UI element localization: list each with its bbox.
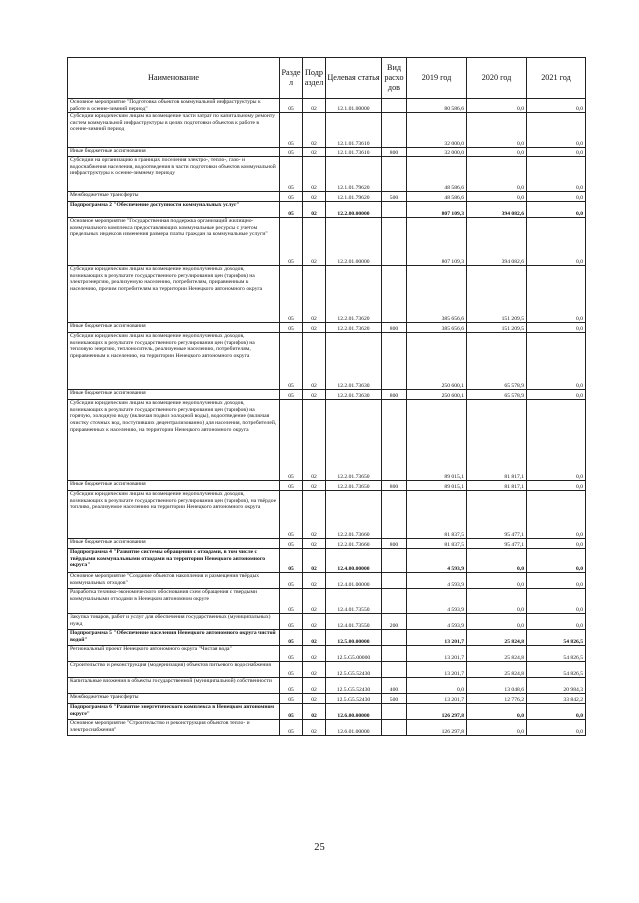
row-podrazdel: 02 bbox=[303, 491, 326, 539]
table-body bbox=[68, 99, 586, 736]
row-value-2020: 394 082,6 bbox=[467, 202, 527, 218]
row-target-article: 12.2.01.00000 bbox=[326, 218, 382, 266]
table-row bbox=[68, 704, 586, 720]
table-row bbox=[68, 630, 586, 646]
row-value-2021: 0,0 bbox=[527, 192, 586, 202]
row-value-2019: 32 000,0 bbox=[407, 148, 467, 157]
row-expense-type bbox=[382, 202, 407, 218]
table-row bbox=[68, 589, 586, 614]
row-value-2020: 81 817,1 bbox=[467, 400, 527, 481]
row-podrazdel: 02 bbox=[303, 390, 326, 400]
row-expense-type bbox=[382, 218, 407, 266]
row-razdel: 05 bbox=[280, 704, 303, 720]
row-target-article: 12.6.00.00000 bbox=[326, 704, 382, 720]
row-value-2020: 151 209,5 bbox=[467, 266, 527, 323]
row-target-article: 12.4.01.00000 bbox=[326, 573, 382, 589]
header-name: Наименование bbox=[68, 58, 280, 99]
row-expense-type bbox=[382, 646, 407, 662]
row-name: Разработка технико-экономического обоснования схем обращения с твердыми коммунальными отходами в Ненецком автономном округе bbox=[68, 589, 280, 614]
row-podrazdel: 02 bbox=[303, 218, 326, 266]
row-name: Подпрограмма 2 "Обеспечение доступности коммунальных услуг" bbox=[68, 202, 280, 218]
row-value-2019: 126 297,8 bbox=[407, 704, 467, 720]
row-podrazdel: 02 bbox=[303, 704, 326, 720]
row-razdel: 05 bbox=[280, 678, 303, 694]
row-name: Подпрограмма 5 "Обеспечение населения Ненецкого автономного округа чистой водой" bbox=[68, 630, 280, 646]
row-razdel: 05 bbox=[280, 99, 303, 113]
row-podrazdel: 02 bbox=[303, 323, 326, 333]
row-value-2020: 81 817,1 bbox=[467, 481, 527, 491]
row-value-2021: 0,0 bbox=[527, 573, 586, 589]
row-value-2020: 394 082,6 bbox=[467, 218, 527, 266]
row-target-article: 12.4.00.00000 bbox=[326, 549, 382, 573]
row-razdel: 05 bbox=[280, 218, 303, 266]
row-value-2020: 95 477,1 bbox=[467, 491, 527, 539]
table-row bbox=[68, 218, 586, 266]
row-podrazdel: 02 bbox=[303, 630, 326, 646]
row-razdel: 05 bbox=[280, 202, 303, 218]
row-value-2019: 32 000,0 bbox=[407, 113, 467, 148]
row-target-article: 12.2.01.73620 bbox=[326, 266, 382, 323]
row-value-2019: 48 586,6 bbox=[407, 157, 467, 192]
row-value-2020: 0,0 bbox=[467, 192, 527, 202]
row-target-article: 12.2.01.73660 bbox=[326, 539, 382, 549]
row-value-2019: 126 297,8 bbox=[407, 720, 467, 736]
row-expense-type bbox=[382, 549, 407, 573]
row-razdel: 05 bbox=[280, 148, 303, 157]
row-value-2021: 0,0 bbox=[527, 148, 586, 157]
row-value-2021: 0,0 bbox=[527, 539, 586, 549]
row-name: Иные бюджетные ассигнования bbox=[68, 148, 280, 157]
row-podrazdel: 02 bbox=[303, 400, 326, 481]
row-value-2021: 0,0 bbox=[527, 491, 586, 539]
row-value-2021: 0,0 bbox=[527, 157, 586, 192]
row-razdel: 05 bbox=[280, 694, 303, 704]
row-expense-type: 200 bbox=[382, 614, 407, 630]
row-value-2019: 13 201,7 bbox=[407, 662, 467, 678]
header-2020: 2020 год bbox=[467, 58, 527, 99]
row-target-article: 12.1.01.79620 bbox=[326, 157, 382, 192]
row-target-article: 12.4.01.73550 bbox=[326, 589, 382, 614]
row-value-2020: 25 824,8 bbox=[467, 662, 527, 678]
row-podrazdel: 02 bbox=[303, 266, 326, 323]
row-value-2021: 0,0 bbox=[527, 113, 586, 148]
row-name: Подпрограмма 4 "Развитие системы обращения с отходами, в том числе с твёрдыми коммунальными отходами на территории Ненецкого автономного округа" bbox=[68, 549, 280, 573]
row-expense-type bbox=[382, 113, 407, 148]
table-row bbox=[68, 481, 586, 491]
row-name: Иные бюджетные ассигнования bbox=[68, 481, 280, 491]
row-value-2020: 151 209,5 bbox=[467, 323, 527, 333]
row-value-2019: 250 600,1 bbox=[407, 333, 467, 390]
row-value-2020: 0,0 bbox=[467, 720, 527, 736]
row-razdel: 05 bbox=[280, 614, 303, 630]
table-row bbox=[68, 192, 586, 202]
row-razdel: 05 bbox=[280, 539, 303, 549]
table-header-row bbox=[68, 58, 586, 99]
row-name: Субсидии юридическим лицам на возмещение недополученных доходов, возникающих в результате государственного регулирования цен (тарифов) на электроэнергию, реализуемую населению, потребителям, приравненным к населению, прочим потребителям на территории Ненецкого автономного округа bbox=[68, 266, 280, 323]
row-value-2020: 0,0 bbox=[467, 614, 527, 630]
row-name: Капитальные вложения в объекты государственной (муниципальной) собственности bbox=[68, 678, 280, 694]
row-target-article: 12.1.01.00000 bbox=[326, 99, 382, 113]
row-razdel: 05 bbox=[280, 491, 303, 539]
row-expense-type bbox=[382, 573, 407, 589]
row-expense-type: 800 bbox=[382, 539, 407, 549]
row-razdel: 05 bbox=[280, 157, 303, 192]
row-target-article: 12.2.00.00000 bbox=[326, 202, 382, 218]
row-value-2021: 33 842,2 bbox=[527, 694, 586, 704]
row-expense-type: 800 bbox=[382, 481, 407, 491]
row-name: Иные бюджетные ассигнования bbox=[68, 390, 280, 400]
row-expense-type bbox=[382, 99, 407, 113]
row-value-2019: 13 201,7 bbox=[407, 630, 467, 646]
row-target-article: 12.2.01.73630 bbox=[326, 333, 382, 390]
row-value-2021: 0,0 bbox=[527, 99, 586, 113]
row-razdel: 05 bbox=[280, 573, 303, 589]
row-expense-type bbox=[382, 333, 407, 390]
row-target-article: 12.2.01.73650 bbox=[326, 400, 382, 481]
row-razdel: 05 bbox=[280, 549, 303, 573]
row-podrazdel: 02 bbox=[303, 694, 326, 704]
row-razdel: 05 bbox=[280, 400, 303, 481]
table-row bbox=[68, 148, 586, 157]
row-value-2020: 0,0 bbox=[467, 589, 527, 614]
row-target-article: 12.5.00.00000 bbox=[326, 630, 382, 646]
table-row bbox=[68, 539, 586, 549]
row-value-2019: 81 837,5 bbox=[407, 491, 467, 539]
row-value-2019: 4 593,9 bbox=[407, 614, 467, 630]
row-podrazdel: 02 bbox=[303, 678, 326, 694]
row-value-2021: 54 826,5 bbox=[527, 646, 586, 662]
table-row bbox=[68, 157, 586, 192]
row-podrazdel: 02 bbox=[303, 614, 326, 630]
row-expense-type bbox=[382, 491, 407, 539]
table-row bbox=[68, 113, 586, 148]
row-expense-type: 500 bbox=[382, 694, 407, 704]
table-row bbox=[68, 678, 586, 694]
table-row bbox=[68, 266, 586, 323]
row-razdel: 05 bbox=[280, 192, 303, 202]
row-razdel: 05 bbox=[280, 113, 303, 148]
row-name: Основное мероприятие "Государственная поддержка организаций жилищно-коммунального комплекса предоставляющих коммунальные ресурсы с учетом предельных индексов изменения размера платы граждан за коммунальные услуги" bbox=[68, 218, 280, 266]
row-target-article: 12.1.01.79620 bbox=[326, 192, 382, 202]
table-row bbox=[68, 323, 586, 333]
row-razdel: 05 bbox=[280, 646, 303, 662]
row-name: Субсидии юридическим лицам на возмещение части затрат по капитальному ремонту систем коммунальной инфраструктуры в целях подготовки объектов к работе в осенне-зимний период bbox=[68, 113, 280, 148]
table-row bbox=[68, 614, 586, 630]
row-name: Субсидии юридическим лицам на возмещение недополученных доходов, возникающих в результате государственного регулирования цен (тарифов) на тепловую энергию, теплоноситель, реализуемые населению, потребителям, приравненным к населению, на территории Ненецкого автономного округа bbox=[68, 333, 280, 390]
row-target-article: 12.2.01.73660 bbox=[326, 491, 382, 539]
table-row bbox=[68, 549, 586, 573]
row-podrazdel: 02 bbox=[303, 481, 326, 491]
row-value-2020: 65 578,9 bbox=[467, 390, 527, 400]
table-row bbox=[68, 573, 586, 589]
row-value-2020: 65 578,9 bbox=[467, 333, 527, 390]
row-name: Субсидии юридическим лицам на возмещение недополученных доходов, возникающих в результате государственного регулирования цен (тарифов), на твёрдое топливо, реализуемое населению на территории Ненецкого автономного округа bbox=[68, 491, 280, 539]
row-razdel: 05 bbox=[280, 333, 303, 390]
table-row bbox=[68, 99, 586, 113]
row-name: Основное мероприятие "Подготовка объектов коммунальной инфраструктуры к работе в осенне-зимний период" bbox=[68, 99, 280, 113]
row-expense-type bbox=[382, 630, 407, 646]
row-name: Основное мероприятие "Создание объектов накопления и размещения твёрдых коммунальных отходов" bbox=[68, 573, 280, 589]
row-podrazdel: 02 bbox=[303, 202, 326, 218]
budget-table bbox=[67, 57, 586, 736]
row-target-article: 12.5.G5.52430 bbox=[326, 694, 382, 704]
row-value-2019: 81 837,5 bbox=[407, 539, 467, 549]
row-podrazdel: 02 bbox=[303, 113, 326, 148]
row-name: Субсидии юридическим лицам на возмещение недополученных доходов, возникающих в результате государственного регулирования цен (тарифов) на горячую, холодную воду (включая подвоз холодной воды), водоотведение (включая очистку сточных вод, поступивших децентрализованно) для населения, потребителей, приравненных к населению, на территории Ненецкого автономного округа bbox=[68, 400, 280, 481]
row-target-article: 12.1.01.73610 bbox=[326, 148, 382, 157]
row-value-2021: 0,0 bbox=[527, 400, 586, 481]
header-2019: 2019 год bbox=[407, 58, 467, 99]
row-target-article: 12.5.G5.52430 bbox=[326, 678, 382, 694]
table-row bbox=[68, 646, 586, 662]
row-value-2020: 25 824,8 bbox=[467, 646, 527, 662]
header-razdel: Разде л bbox=[280, 58, 303, 99]
header-expense-type: Вид расхо дов bbox=[382, 58, 407, 99]
row-value-2021: 0,0 bbox=[527, 704, 586, 720]
row-value-2019: 89 015,1 bbox=[407, 400, 467, 481]
row-target-article: 12.2.01.73650 bbox=[326, 481, 382, 491]
row-value-2021: 0,0 bbox=[527, 589, 586, 614]
row-podrazdel: 02 bbox=[303, 720, 326, 736]
row-podrazdel: 02 bbox=[303, 333, 326, 390]
row-value-2021: 20 984,3 bbox=[527, 678, 586, 694]
row-value-2020: 13 048,6 bbox=[467, 678, 527, 694]
row-value-2019: 4 593,9 bbox=[407, 549, 467, 573]
row-value-2021: 0,0 bbox=[527, 323, 586, 333]
row-value-2021: 0,0 bbox=[527, 720, 586, 736]
row-target-article: 12.2.01.73630 bbox=[326, 390, 382, 400]
row-podrazdel: 02 bbox=[303, 99, 326, 113]
row-value-2020: 0,0 bbox=[467, 704, 527, 720]
row-razdel: 05 bbox=[280, 720, 303, 736]
row-name: Региональный проект Ненецкого автономного округа "Чистая вода" bbox=[68, 646, 280, 662]
row-value-2019: 89 015,1 bbox=[407, 481, 467, 491]
row-name: Строительство и реконструкция (модернизация) объектов питьевого водоснабжения bbox=[68, 662, 280, 678]
row-value-2019: 0,0 bbox=[407, 678, 467, 694]
row-razdel: 05 bbox=[280, 589, 303, 614]
row-razdel: 05 bbox=[280, 266, 303, 323]
row-expense-type bbox=[382, 704, 407, 720]
row-podrazdel: 02 bbox=[303, 539, 326, 549]
row-podrazdel: 02 bbox=[303, 589, 326, 614]
row-value-2020: 0,0 bbox=[467, 113, 527, 148]
row-value-2021: 0,0 bbox=[527, 390, 586, 400]
row-expense-type: 500 bbox=[382, 192, 407, 202]
row-target-article: 12.1.01.73610 bbox=[326, 113, 382, 148]
table-row bbox=[68, 333, 586, 390]
table-row bbox=[68, 662, 586, 678]
row-value-2019: 4 593,9 bbox=[407, 573, 467, 589]
row-razdel: 05 bbox=[280, 323, 303, 333]
table-row bbox=[68, 390, 586, 400]
row-name: Иные бюджетные ассигнования bbox=[68, 323, 280, 333]
row-value-2019: 80 586,6 bbox=[407, 99, 467, 113]
row-value-2019: 807 109,3 bbox=[407, 218, 467, 266]
header-podrazdel: Подр аздел bbox=[303, 58, 326, 99]
row-razdel: 05 bbox=[280, 630, 303, 646]
row-value-2019: 4 593,9 bbox=[407, 589, 467, 614]
row-target-article: 12.5.G5.52430 bbox=[326, 662, 382, 678]
row-value-2019: 385 656,6 bbox=[407, 323, 467, 333]
row-razdel: 05 bbox=[280, 481, 303, 491]
row-expense-type bbox=[382, 266, 407, 323]
row-razdel: 05 bbox=[280, 390, 303, 400]
row-value-2021: 0,0 bbox=[527, 202, 586, 218]
budget-table-sheet bbox=[67, 57, 585, 736]
row-podrazdel: 02 bbox=[303, 573, 326, 589]
row-value-2020: 0,0 bbox=[467, 99, 527, 113]
row-value-2021: 0,0 bbox=[527, 549, 586, 573]
row-expense-type bbox=[382, 720, 407, 736]
row-name: Иные бюджетные ассигнования bbox=[68, 539, 280, 549]
row-value-2020: 95 477,1 bbox=[467, 539, 527, 549]
row-expense-type bbox=[382, 589, 407, 614]
row-value-2019: 48 586,6 bbox=[407, 192, 467, 202]
row-value-2021: 54 826,5 bbox=[527, 662, 586, 678]
header-target-article: Целевая статья bbox=[326, 58, 382, 99]
row-name: Основное мероприятие "Строительство и реконструкция объектов тепло- и электроснабжения" bbox=[68, 720, 280, 736]
row-expense-type bbox=[382, 662, 407, 678]
row-podrazdel: 02 bbox=[303, 646, 326, 662]
row-name: Субсидии на организацию в границах поселения электро-, тепло-, газо- и водоснабжения населения, водоотведения в части подготовки объектов коммунальной инфраструктуры к осенне-зимнему периоду bbox=[68, 157, 280, 192]
row-name: Закупка товаров, работ и услуг для обеспечения государственных (муниципальных) нужд bbox=[68, 614, 280, 630]
row-podrazdel: 02 bbox=[303, 549, 326, 573]
row-value-2020: 0,0 bbox=[467, 157, 527, 192]
row-expense-type: 800 bbox=[382, 323, 407, 333]
row-value-2020: 0,0 bbox=[467, 549, 527, 573]
row-podrazdel: 02 bbox=[303, 192, 326, 202]
table-row bbox=[68, 720, 586, 736]
row-expense-type bbox=[382, 157, 407, 192]
row-expense-type: 800 bbox=[382, 390, 407, 400]
row-podrazdel: 02 bbox=[303, 148, 326, 157]
table-row bbox=[68, 202, 586, 218]
row-value-2021: 0,0 bbox=[527, 218, 586, 266]
row-name: Подпрограмма 6 "Развитие энергетического комплекса в Ненецком автономном округе" bbox=[68, 704, 280, 720]
row-name: Межбюджетные трансферты bbox=[68, 694, 280, 704]
row-target-article: 12.5.G5.00000 bbox=[326, 646, 382, 662]
row-target-article: 12.4.01.73550 bbox=[326, 614, 382, 630]
row-value-2021: 0,0 bbox=[527, 614, 586, 630]
table-row bbox=[68, 694, 586, 704]
table-row bbox=[68, 491, 586, 539]
row-value-2021: 0,0 bbox=[527, 481, 586, 491]
row-value-2021: 54 826,5 bbox=[527, 630, 586, 646]
row-value-2019: 250 600,1 bbox=[407, 390, 467, 400]
row-value-2020: 25 824,8 bbox=[467, 630, 527, 646]
row-expense-type: 800 bbox=[382, 148, 407, 157]
row-value-2019: 807 109,3 bbox=[407, 202, 467, 218]
row-value-2019: 13 201,7 bbox=[407, 646, 467, 662]
row-expense-type bbox=[382, 400, 407, 481]
table-row bbox=[68, 400, 586, 481]
row-value-2020: 12 776,2 bbox=[467, 694, 527, 704]
row-value-2020: 0,0 bbox=[467, 148, 527, 157]
row-value-2021: 0,0 bbox=[527, 266, 586, 323]
row-podrazdel: 02 bbox=[303, 662, 326, 678]
row-target-article: 12.2.01.73620 bbox=[326, 323, 382, 333]
row-name: Межбюджетные трансферты bbox=[68, 192, 280, 202]
row-value-2019: 13 201,7 bbox=[407, 694, 467, 704]
row-value-2020: 0,0 bbox=[467, 573, 527, 589]
header-2021: 2021 год bbox=[527, 58, 586, 99]
row-expense-type: 400 bbox=[382, 678, 407, 694]
row-value-2019: 385 656,6 bbox=[407, 266, 467, 323]
row-value-2021: 0,0 bbox=[527, 333, 586, 390]
page-number: 25 bbox=[314, 842, 325, 853]
row-target-article: 12.6.01.00000 bbox=[326, 720, 382, 736]
row-podrazdel: 02 bbox=[303, 157, 326, 192]
row-razdel: 05 bbox=[280, 662, 303, 678]
